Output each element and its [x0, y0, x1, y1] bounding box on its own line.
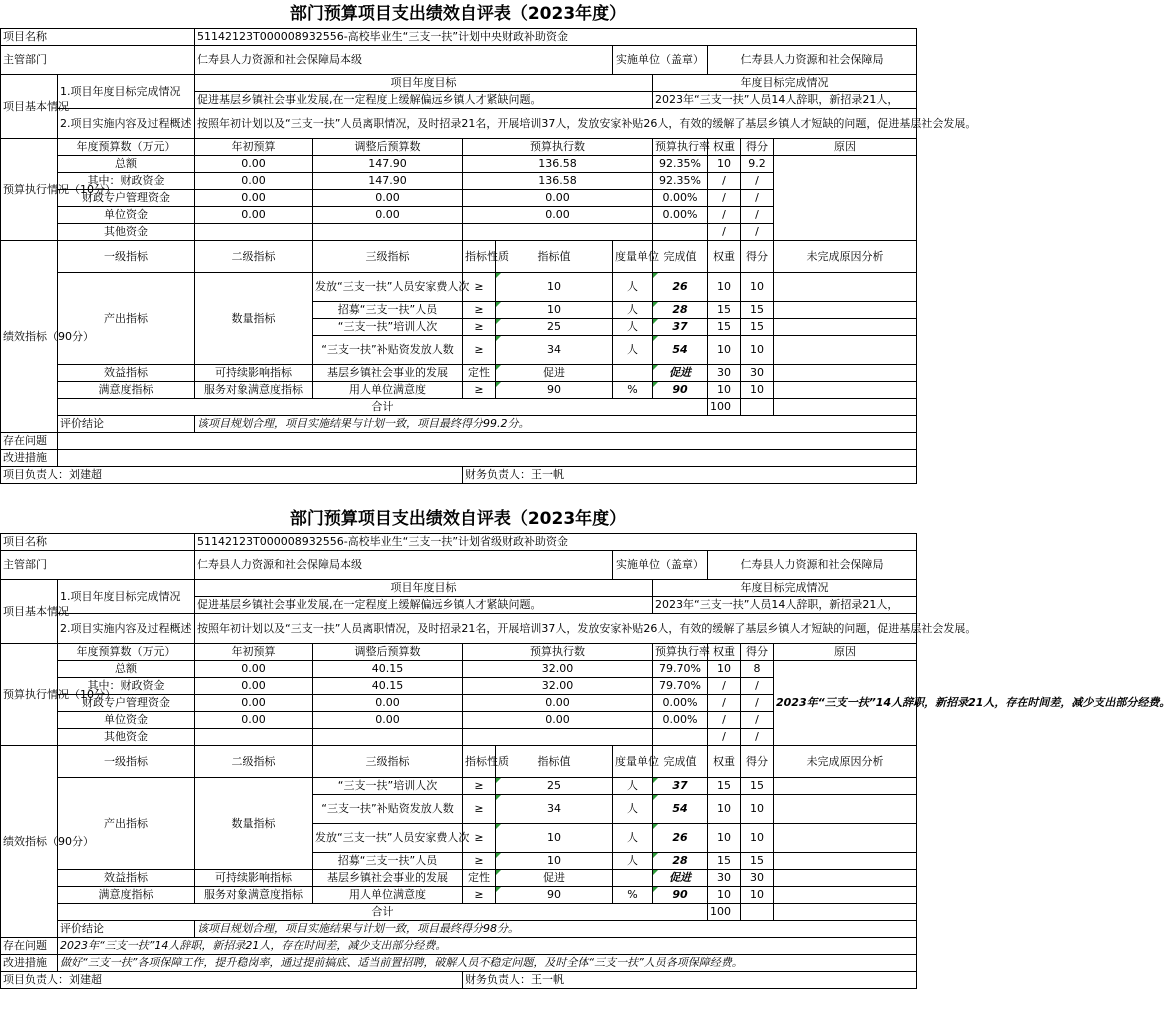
section-gap — [0, 484, 916, 505]
dept-label: 主管部门 — [1, 551, 195, 580]
budget-rate: 0.00% — [653, 695, 708, 712]
impl-content-text: 按照年初计划以及“三支一扶”人员离职情况，及时招录21名，开展培训37人，发放安家补贴26人，有效的缓解了基层乡镇人才短缺的问题，促进基层社会发展。 — [195, 109, 917, 139]
indicator-actual: 28 — [653, 853, 708, 870]
budget-initial: 0.00 — [195, 695, 313, 712]
indicator-reason — [774, 795, 917, 824]
budget-head-cell: 原因 — [774, 644, 917, 661]
indicator-unit: 人 — [613, 336, 653, 365]
dept-value: 仁寿县人力资源和社会保障局本级 — [195, 551, 613, 580]
budget-weight: / — [708, 173, 741, 190]
indicator-nature: ≥ — [463, 302, 496, 319]
budget-score: / — [741, 224, 774, 241]
indicator-cell: 促进 — [496, 870, 613, 887]
dept-value: 仁寿县人力资源和社会保障局本级 — [195, 46, 613, 75]
budget-weight: / — [708, 678, 741, 695]
budget-reason — [774, 156, 917, 241]
indicator-nature: ≥ — [463, 795, 496, 824]
budget-rate: 92.35% — [653, 173, 708, 190]
indicator-score: 10 — [741, 273, 774, 302]
budget-item: 财政专户管理资金 — [58, 695, 195, 712]
indicator-unit: 人 — [613, 778, 653, 795]
indicator-actual: 54 — [653, 795, 708, 824]
indicator-cell: 用人单位满意度 — [313, 382, 463, 399]
indicator-cell: 30 — [741, 365, 774, 382]
output-row — [1, 778, 917, 795]
budget-rate: 79.70% — [653, 678, 708, 695]
indicator-cell: % — [613, 887, 653, 904]
quantity-label: 数量指标 — [195, 778, 313, 870]
budget-adjusted: 40.15 — [313, 678, 463, 695]
indicator-target: 10 — [496, 853, 613, 870]
indicator-score: 10 — [741, 336, 774, 365]
budget-executed: 32.00 — [463, 678, 653, 695]
goal-label: 1.项目年度目标完成情况 — [58, 580, 195, 614]
goal-done-text: 2023年“三支一扶”人员14人辞职，新招录21人， — [653, 92, 917, 109]
budget-initial — [195, 224, 313, 241]
goal-text: 促进基层乡镇社会事业发展,在一定程度上缓解偏远乡镇人才紧缺问题。 — [195, 597, 653, 614]
indicator-reason — [774, 824, 917, 853]
budget-reason: 2023年“三支一扶”14人辞职，新招录21人，存在时间差，减少支出部分经费。 — [774, 661, 917, 746]
budget-item: 单位资金 — [58, 207, 195, 224]
indicator-name: 招募“三支一扶”人员 — [313, 302, 463, 319]
indicator-unit: 人 — [613, 795, 653, 824]
project-name-label: 项目名称 — [1, 29, 195, 46]
indicator-cell: 可持续影响指标 — [195, 365, 313, 382]
indicator-score: 15 — [741, 778, 774, 795]
evaluation-label: 评价结论 — [58, 416, 195, 433]
budget-score: 9.2 — [741, 156, 774, 173]
improvement-label: 改进措施 — [1, 955, 58, 972]
indicator-cell: 10 — [741, 382, 774, 399]
budget-executed: 32.00 — [463, 661, 653, 678]
budget-adjusted — [313, 224, 463, 241]
budget-head-cell: 原因 — [774, 139, 917, 156]
budget-score: / — [741, 678, 774, 695]
indicator-name: “三支一扶”补贴资发放人数 — [313, 336, 463, 365]
budget-weight: / — [708, 190, 741, 207]
indicator-weight: 10 — [708, 795, 741, 824]
indicator-unit: 人 — [613, 824, 653, 853]
total-label: 合计 — [58, 904, 708, 921]
indicator-score: 15 — [741, 302, 774, 319]
indicator-reason — [774, 778, 917, 795]
indicator-weight: 15 — [708, 302, 741, 319]
output-label: 产出指标 — [58, 273, 195, 365]
total-score — [741, 904, 774, 921]
indicator-cell: ≥ — [463, 887, 496, 904]
indicator-name: “三支一扶”培训人次 — [313, 319, 463, 336]
perf-head-cell: 二级指标 — [195, 746, 313, 778]
impl-unit-label: 实施单位（盖章） — [613, 551, 708, 580]
evaluation-text: 该项目规划合理，项目实施结果与计划一致，项目最终得分98分。 — [195, 921, 917, 938]
project-name: 51142123T000008932556-高校毕业生“三支一扶”计划省级财政补助资金 — [195, 534, 917, 551]
goal-head: 项目年度目标 — [195, 580, 653, 597]
indicator-cell: 服务对象满意度指标 — [195, 887, 313, 904]
perf-head-cell: 一级指标 — [58, 241, 195, 273]
budget-head-cell: 得分 — [741, 139, 774, 156]
indicator-weight: 15 — [708, 853, 741, 870]
indicator-cell — [613, 365, 653, 382]
perf-head-cell: 度量单位 — [613, 241, 653, 273]
indicator-target: 10 — [496, 273, 613, 302]
impl-content-label: 2.项目实施内容及过程概述 — [58, 614, 195, 644]
budget-head-cell: 预算执行数 — [463, 644, 653, 661]
budget-score: / — [741, 695, 774, 712]
budget-score: 8 — [741, 661, 774, 678]
indicator-cell: 30 — [741, 870, 774, 887]
output-label: 产出指标 — [58, 778, 195, 870]
perf-head-cell: 二级指标 — [195, 241, 313, 273]
indicator-score: 10 — [741, 824, 774, 853]
indicator-reason — [774, 382, 917, 399]
indicator-unit: 人 — [613, 853, 653, 870]
indicator-target: 10 — [496, 302, 613, 319]
indicator-nature: ≥ — [463, 853, 496, 870]
indicator-nature: ≥ — [463, 778, 496, 795]
budget-row — [1, 661, 917, 678]
indicator-target: 34 — [496, 795, 613, 824]
indicator-actual: 37 — [653, 778, 708, 795]
indicator-cell: 30 — [708, 365, 741, 382]
project-name: 51142123T000008932556-高校毕业生“三支一扶”计划中央财政补助资金 — [195, 29, 917, 46]
perf-head-cell: 完成值 — [653, 746, 708, 778]
quantity-label: 数量指标 — [195, 273, 313, 365]
basic-info-label: 项目基本情况 — [1, 75, 58, 139]
issues-label: 存在问题 — [1, 433, 58, 450]
budget-initial: 0.00 — [195, 190, 313, 207]
satisfaction-row — [1, 887, 917, 904]
budget-initial: 0.00 — [195, 173, 313, 190]
indicator-name: 发放“三支一扶”人员安家费人次 — [313, 273, 463, 302]
indicator-name: 招募“三支一扶”人员 — [313, 853, 463, 870]
budget-head-cell: 权重 — [708, 644, 741, 661]
budget-head-cell: 调整后预算数 — [313, 139, 463, 156]
finance-leader: 财务负责人：王一帆 — [463, 972, 917, 989]
indicator-cell: 30 — [708, 870, 741, 887]
budget-head-cell: 年度预算数（万元） — [58, 139, 195, 156]
satisfaction-row — [1, 382, 917, 399]
impl-content-text: 按照年初计划以及“三支一扶”人员离职情况，及时招录21名，开展培训37人，发放安家补贴26人，有效的缓解了基层乡镇人才短缺的问题，促进基层社会发展。 — [195, 614, 917, 644]
budget-item: 总额 — [58, 156, 195, 173]
indicator-cell: 满意度指标 — [58, 887, 195, 904]
budget-rate: 0.00% — [653, 207, 708, 224]
budget-executed: 0.00 — [463, 207, 653, 224]
indicator-cell: 10 — [741, 887, 774, 904]
indicator-reason — [774, 365, 917, 382]
report-title: 部门预算项目支出绩效自评表（2023年度） — [289, 509, 627, 529]
budget-item: 其他资金 — [58, 729, 195, 746]
budget-initial: 0.00 — [195, 207, 313, 224]
indicator-cell: 定性 — [463, 365, 496, 382]
total-reason — [774, 399, 917, 416]
total-score — [741, 399, 774, 416]
perf-head-cell: 权重 — [708, 746, 741, 778]
budget-executed: 0.00 — [463, 190, 653, 207]
indicator-cell — [613, 870, 653, 887]
budget-executed — [463, 224, 653, 241]
budget-rate: 0.00% — [653, 712, 708, 729]
budget-score: / — [741, 712, 774, 729]
perf-head-cell: 三级指标 — [313, 746, 463, 778]
issues-text: 2023年“三支一扶”14人辞职，新招录21人，存在时间差，减少支出部分经费。 — [58, 938, 917, 955]
budget-score: / — [741, 190, 774, 207]
indicator-reason — [774, 870, 917, 887]
indicator-cell: 90 — [496, 382, 613, 399]
perf-head-cell: 未完成原因分析 — [774, 241, 917, 273]
indicator-cell: 基层乡镇社会事业的发展 — [313, 870, 463, 887]
total-reason — [774, 904, 917, 921]
total-label: 合计 — [58, 399, 708, 416]
indicator-cell: 定性 — [463, 870, 496, 887]
indicator-target: 34 — [496, 336, 613, 365]
benefit-row — [1, 870, 917, 887]
indicator-cell: 10 — [708, 382, 741, 399]
issues-text — [58, 433, 917, 450]
budget-executed: 0.00 — [463, 712, 653, 729]
perf-head-cell: 指标性质 — [463, 241, 496, 273]
perf-label: 绩效指标（90分） — [1, 746, 58, 938]
budget-executed: 136.58 — [463, 173, 653, 190]
issues-label: 存在问题 — [1, 938, 58, 955]
report-section-1 — [0, 0, 977, 484]
indicator-score: 15 — [741, 319, 774, 336]
improvement-text: 做好“三支一扶”各项保障工作，提升稳岗率，通过提前搞底、适当前置招聘，破解人员不稳定问题，及时全体“三支一扶”人员各项保障经费。 — [58, 955, 917, 972]
indicator-target: 25 — [496, 778, 613, 795]
budget-weight: 10 — [708, 661, 741, 678]
indicator-reason — [774, 302, 917, 319]
budget-rate: 92.35% — [653, 156, 708, 173]
budget-head-cell: 年初预算 — [195, 139, 313, 156]
project-leader: 项目负责人：刘建超 — [1, 972, 463, 989]
evaluation-label: 评价结论 — [58, 921, 195, 938]
indicator-cell: 效益指标 — [58, 870, 195, 887]
budget-score: / — [741, 207, 774, 224]
goal-head: 项目年度目标 — [195, 75, 653, 92]
budget-head-cell: 预算执行率 — [653, 644, 708, 661]
total-weight: 100 — [708, 399, 741, 416]
budget-initial: 0.00 — [195, 156, 313, 173]
indicator-nature: ≥ — [463, 319, 496, 336]
indicator-score: 10 — [741, 795, 774, 824]
perf-head-cell: 完成值 — [653, 241, 708, 273]
indicator-score: 15 — [741, 853, 774, 870]
indicator-cell: 90 — [653, 382, 708, 399]
indicator-cell: 90 — [653, 887, 708, 904]
budget-initial: 0.00 — [195, 678, 313, 695]
impl-unit-value: 仁寿县人力资源和社会保障局 — [708, 46, 917, 75]
report-title: 部门预算项目支出绩效自评表（2023年度） — [289, 4, 627, 24]
perf-head-cell: 指标值 — [496, 746, 613, 778]
budget-head-cell: 调整后预算数 — [313, 644, 463, 661]
report-table — [0, 533, 1170, 989]
indicator-cell: % — [613, 382, 653, 399]
perf-head-cell: 权重 — [708, 241, 741, 273]
indicator-target: 25 — [496, 319, 613, 336]
budget-label: 预算执行情况（10分） — [1, 139, 58, 241]
indicator-unit: 人 — [613, 273, 653, 302]
perf-head-cell: 得分 — [741, 241, 774, 273]
impl-unit-value: 仁寿县人力资源和社会保障局 — [708, 551, 917, 580]
indicator-reason — [774, 887, 917, 904]
indicator-actual: 54 — [653, 336, 708, 365]
indicator-cell: 满意度指标 — [58, 382, 195, 399]
budget-rate — [653, 729, 708, 746]
budget-adjusted: 147.90 — [313, 173, 463, 190]
indicator-weight: 10 — [708, 273, 741, 302]
budget-head-cell: 权重 — [708, 139, 741, 156]
indicator-actual: 26 — [653, 824, 708, 853]
budget-label: 预算执行情况（10分） — [1, 644, 58, 746]
budget-rate: 79.70% — [653, 661, 708, 678]
budget-initial: 0.00 — [195, 661, 313, 678]
indicator-reason — [774, 273, 917, 302]
indicator-name: 发放“三支一扶”人员安家费人次 — [313, 824, 463, 853]
budget-weight: / — [708, 729, 741, 746]
budget-weight: / — [708, 207, 741, 224]
budget-initial — [195, 729, 313, 746]
budget-score: / — [741, 729, 774, 746]
perf-head-cell: 得分 — [741, 746, 774, 778]
impl-unit-label: 实施单位（盖章） — [613, 46, 708, 75]
indicator-weight: 10 — [708, 824, 741, 853]
budget-head-cell: 年度预算数（万元） — [58, 644, 195, 661]
budget-adjusted — [313, 729, 463, 746]
indicator-cell: 促进 — [653, 870, 708, 887]
indicator-unit: 人 — [613, 319, 653, 336]
indicator-cell: 可持续影响指标 — [195, 870, 313, 887]
indicator-actual: 28 — [653, 302, 708, 319]
finance-leader: 财务负责人：王一帆 — [463, 467, 917, 484]
budget-item: 财政专户管理资金 — [58, 190, 195, 207]
indicator-weight: 10 — [708, 336, 741, 365]
indicator-actual: 26 — [653, 273, 708, 302]
budget-item: 单位资金 — [58, 712, 195, 729]
goal-label: 1.项目年度目标完成情况 — [58, 75, 195, 109]
perf-head-cell: 未完成原因分析 — [774, 746, 917, 778]
indicator-target: 10 — [496, 824, 613, 853]
budget-executed — [463, 729, 653, 746]
budget-item: 总额 — [58, 661, 195, 678]
report-section-2 — [0, 505, 1170, 989]
budget-executed: 0.00 — [463, 695, 653, 712]
improvement-label: 改进措施 — [1, 450, 58, 467]
perf-head-cell: 度量单位 — [613, 746, 653, 778]
budget-adjusted: 0.00 — [313, 207, 463, 224]
project-leader: 项目负责人：刘建超 — [1, 467, 463, 484]
budget-adjusted: 0.00 — [313, 695, 463, 712]
budget-head-cell: 预算执行数 — [463, 139, 653, 156]
project-name-label: 项目名称 — [1, 534, 195, 551]
indicator-cell: 用人单位满意度 — [313, 887, 463, 904]
goal-done-head: 年度目标完成情况 — [653, 580, 917, 597]
indicator-weight: 15 — [708, 778, 741, 795]
basic-info-label: 项目基本情况 — [1, 580, 58, 644]
indicator-unit: 人 — [613, 302, 653, 319]
indicator-cell: 10 — [708, 887, 741, 904]
goal-text: 促进基层乡镇社会事业发展,在一定程度上缓解偏远乡镇人才紧缺问题。 — [195, 92, 653, 109]
perf-head-cell: 一级指标 — [58, 746, 195, 778]
budget-item: 其他资金 — [58, 224, 195, 241]
benefit-row — [1, 365, 917, 382]
budget-weight: / — [708, 224, 741, 241]
budget-adjusted: 147.90 — [313, 156, 463, 173]
budget-executed: 136.58 — [463, 156, 653, 173]
report-table — [0, 28, 977, 484]
budget-row — [1, 156, 917, 173]
indicator-cell: 促进 — [496, 365, 613, 382]
indicator-name: “三支一扶”培训人次 — [313, 778, 463, 795]
budget-head-cell: 年初预算 — [195, 644, 313, 661]
output-row — [1, 273, 917, 302]
goal-done-text: 2023年“三支一扶”人员14人辞职，新招录21人， — [653, 597, 917, 614]
indicator-reason — [774, 319, 917, 336]
budget-score: / — [741, 173, 774, 190]
indicator-cell: 服务对象满意度指标 — [195, 382, 313, 399]
improvement-text — [58, 450, 917, 467]
indicator-cell: 促进 — [653, 365, 708, 382]
indicator-reason — [774, 336, 917, 365]
indicator-nature: ≥ — [463, 824, 496, 853]
budget-adjusted: 0.00 — [313, 190, 463, 207]
indicator-weight: 15 — [708, 319, 741, 336]
budget-weight: / — [708, 695, 741, 712]
indicator-reason — [774, 853, 917, 870]
budget-head-cell: 预算执行率 — [653, 139, 708, 156]
budget-head-cell: 得分 — [741, 644, 774, 661]
goal-done-head: 年度目标完成情况 — [653, 75, 917, 92]
budget-item: 其中：财政资金 — [58, 173, 195, 190]
indicator-cell: 90 — [496, 887, 613, 904]
budget-rate — [653, 224, 708, 241]
indicator-cell: ≥ — [463, 382, 496, 399]
impl-content-label: 2.项目实施内容及过程概述 — [58, 109, 195, 139]
dept-label: 主管部门 — [1, 46, 195, 75]
budget-item: 其中：财政资金 — [58, 678, 195, 695]
perf-head-cell: 指标性质 — [463, 746, 496, 778]
indicator-nature: ≥ — [463, 273, 496, 302]
budget-adjusted: 40.15 — [313, 661, 463, 678]
budget-adjusted: 0.00 — [313, 712, 463, 729]
budget-rate: 0.00% — [653, 190, 708, 207]
indicator-cell: 效益指标 — [58, 365, 195, 382]
indicator-name: “三支一扶”补贴资发放人数 — [313, 795, 463, 824]
indicator-cell: 基层乡镇社会事业的发展 — [313, 365, 463, 382]
total-weight: 100 — [708, 904, 741, 921]
budget-initial: 0.00 — [195, 712, 313, 729]
budget-weight: / — [708, 712, 741, 729]
indicator-nature: ≥ — [463, 336, 496, 365]
indicator-actual: 37 — [653, 319, 708, 336]
perf-head-cell: 指标值 — [496, 241, 613, 273]
budget-weight: 10 — [708, 156, 741, 173]
perf-label: 绩效指标（90分） — [1, 241, 58, 433]
evaluation-text: 该项目规划合理，项目实施结果与计划一致，项目最终得分99.2分。 — [195, 416, 917, 433]
perf-head-cell: 三级指标 — [313, 241, 463, 273]
